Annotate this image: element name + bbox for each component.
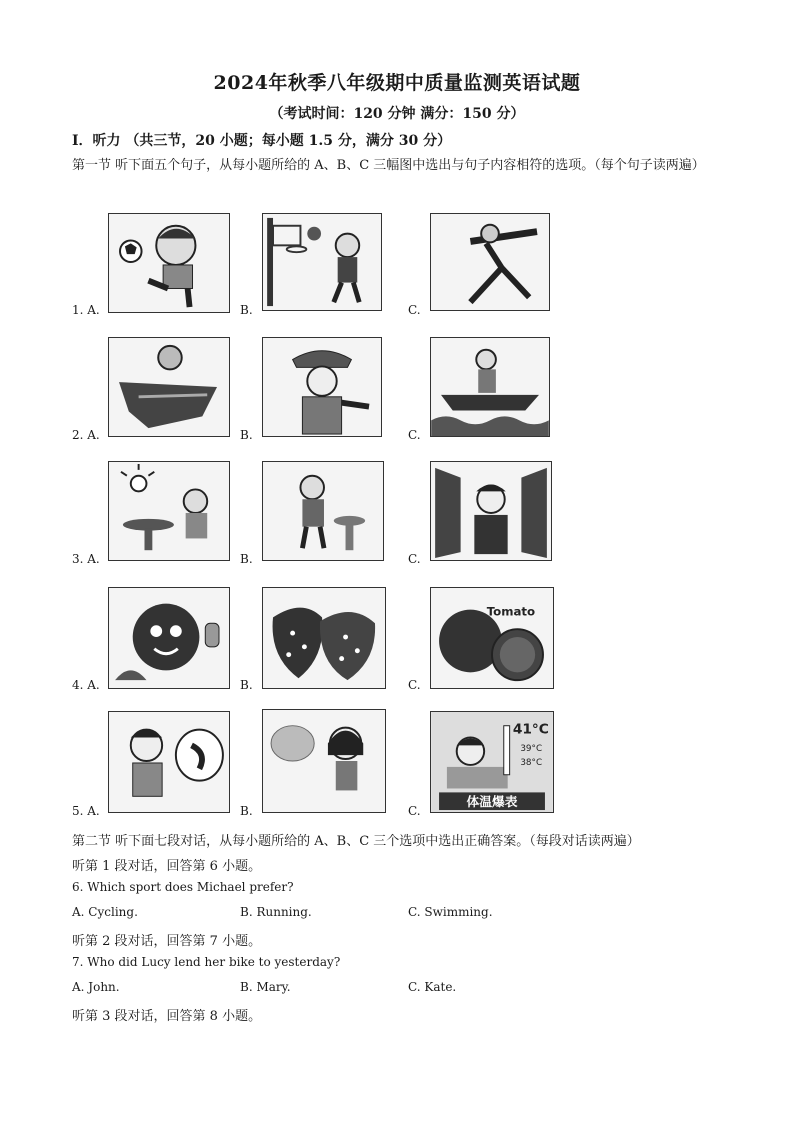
picture-5c-fever[interactable]	[430, 711, 554, 813]
option-b-label: B.	[240, 303, 253, 317]
picture-1b-basketball[interactable]	[262, 213, 382, 311]
picture-2c-boat[interactable]	[430, 337, 550, 437]
option-c-label: C.	[408, 804, 421, 818]
question-4-label: 4. A.	[72, 678, 100, 692]
q6-option-c[interactable]: C. Swimming.	[408, 905, 493, 919]
question-7: 7. Who did Lucy lend her bike to yesterday?	[72, 955, 341, 969]
picture-4c-tomato[interactable]	[430, 587, 554, 689]
option-b-label: B.	[240, 552, 253, 566]
q7-option-b[interactable]: B. Mary.	[240, 980, 291, 994]
section-heading: Ⅰ．听力 （共三节，20 小题；每小题 1.5 分，满分 30 分）	[72, 133, 452, 149]
option-b-label: B.	[240, 804, 253, 818]
picture-5b-toothache[interactable]	[262, 709, 386, 813]
part2-instruction: 第二节 听下面七段对话，从每小题所给的 A、B、C 三个选项中选出正确答案。（每段对话读两遍）	[72, 834, 640, 849]
q6-option-a[interactable]: A. Cycling.	[72, 905, 138, 919]
option-c-label: C.	[408, 552, 421, 566]
picture-1c-baseball[interactable]	[430, 213, 550, 311]
option-b-label: B.	[240, 678, 253, 692]
question-6: 6. Which sport does Michael prefer?	[72, 880, 294, 894]
question-1-label: 1. A.	[72, 303, 100, 317]
dialog-3-prompt: 听第 3 段对话，回答第 8 小题。	[72, 1009, 262, 1024]
picture-4b-strawberry[interactable]	[262, 587, 386, 689]
option-c-label: C.	[408, 303, 421, 317]
q7-option-c[interactable]: C. Kate.	[408, 980, 457, 994]
q6-option-b[interactable]: B. Running.	[240, 905, 312, 919]
temperature-main: 41°C	[512, 721, 549, 738]
picture-3b-washing[interactable]	[262, 461, 384, 561]
picture-2a-plane[interactable]	[108, 337, 230, 437]
temperature-39: 39°C	[520, 744, 543, 755]
picture-5a-stomachache[interactable]	[108, 711, 230, 813]
picture-1a-soccer[interactable]	[108, 213, 230, 313]
tomato-label: Tomato	[486, 604, 536, 619]
exam-info: （考试时间：120 分钟 满分：150 分）	[269, 106, 525, 122]
q7-option-a[interactable]: A. John.	[72, 980, 120, 994]
question-2-label: 2. A.	[72, 428, 100, 442]
picture-3c-window[interactable]	[430, 461, 552, 561]
picture-4a-watermelon[interactable]	[108, 587, 230, 689]
question-5-label: 5. A.	[72, 804, 100, 818]
dialog-2-prompt: 听第 2 段对话，回答第 7 小题。	[72, 934, 262, 949]
page-title: 2024年秋季八年级期中质量监测英语试题	[213, 72, 581, 94]
temperature-38: 38°C	[520, 757, 543, 768]
fever-caption: 体温爆表	[466, 795, 518, 811]
option-b-label: B.	[240, 428, 253, 442]
dialog-1-prompt: 听第 1 段对话，回答第 6 小题。	[72, 859, 262, 874]
picture-3a-reading[interactable]	[108, 461, 230, 561]
part1-instruction: 第一节 听下面五个句子，从每小题所给的 A、B、C 三幅图中选出与句子内容相符的选项。（每个句子读两遍）	[72, 158, 705, 173]
picture-2b-police[interactable]	[262, 337, 382, 437]
option-c-label: C.	[408, 678, 421, 692]
option-c-label: C.	[408, 428, 421, 442]
question-3-label: 3. A.	[72, 552, 100, 566]
